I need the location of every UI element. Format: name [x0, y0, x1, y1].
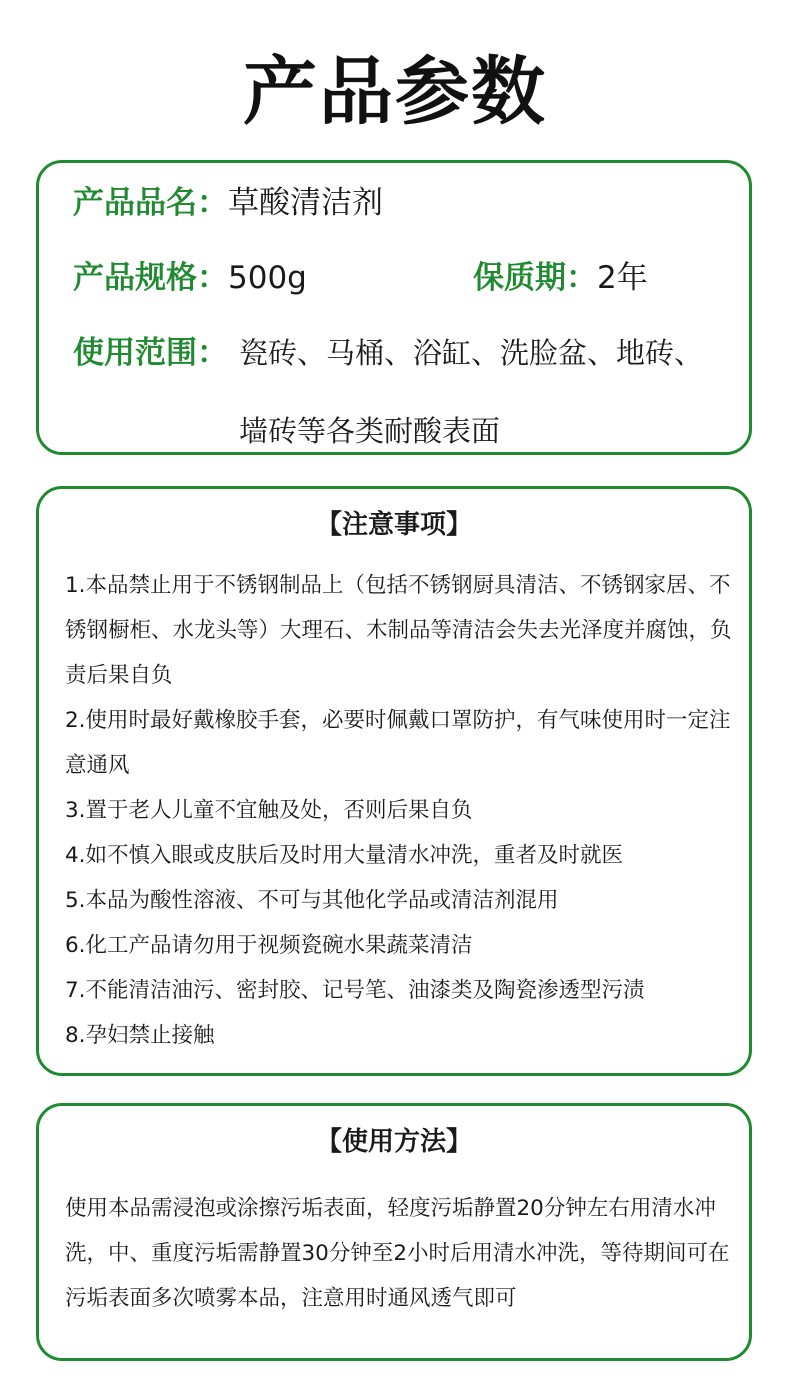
precautions-panel	[36, 486, 752, 1076]
list-item: 2.使用时最好戴橡胶手套，必要时佩戴口罩防护，有气味使用时一定注意通风	[65, 708, 731, 778]
usage-method-text: 使用本品需浸泡或涂擦污垢表面，轻度污垢静置20分钟左右用清水冲洗，中、重度污垢需静置30分钟至2小时后用清水冲洗，等待期间可在污垢表面多次喷雾本品，注意用时通风透气即可	[65, 1196, 730, 1311]
product-spec-label: 产品规格：	[73, 260, 228, 296]
product-spec-row	[73, 256, 307, 300]
shelf-life-row	[473, 256, 648, 300]
list-item: 8.孕妇禁止接触	[65, 1023, 215, 1048]
usage-method-panel	[36, 1103, 752, 1361]
product-name-row	[73, 181, 383, 225]
usage-scope-line-2: 墙砖等各类耐酸表面	[239, 414, 501, 448]
usage-method-heading: 【使用方法】	[315, 1127, 472, 1157]
list-item: 6.化工产品请勿用于视频瓷碗水果蔬菜清洁	[65, 933, 473, 958]
list-item: 5.本品为酸性溶液、不可与其他化学品或清洁剂混用	[65, 888, 559, 913]
precautions-heading: 【注意事项】	[315, 510, 472, 540]
shelf-life-label: 保质期：	[473, 260, 597, 296]
list-item: 4.如不慎入眼或皮肤后及时用大量清水冲洗，重者及时就医	[65, 843, 624, 868]
list-item: 1.本品禁止用于不锈钢制品上（包括不锈钢厨具清洁、不锈钢家居、不锈钢橱柜、水龙头等）大理石、木制品等清洁会失去光泽度并腐蚀，负责后果自负	[65, 573, 732, 688]
usage-scope-value	[239, 314, 739, 470]
usage-scope-label: 使用范围：	[73, 335, 228, 371]
product-name-value: 草酸清洁剂	[228, 185, 383, 221]
precautions-list	[65, 563, 737, 1058]
product-spec-value: 500g	[228, 260, 307, 296]
product-name-label: 产品品名：	[73, 185, 228, 221]
usage-scope-line-1: 瓷砖、马桶、浴缸、洗脸盆、地砖、	[239, 336, 704, 370]
product-params-panel	[36, 160, 752, 455]
page-title: 产品参数	[243, 49, 547, 135]
shelf-life-value: 2年	[597, 260, 648, 296]
list-item: 7.不能清洁油污、密封胶、记号笔、油漆类及陶瓷渗透型污渍	[65, 978, 645, 1003]
list-item: 3.置于老人儿童不宜触及处，否则后果自负	[65, 798, 473, 823]
